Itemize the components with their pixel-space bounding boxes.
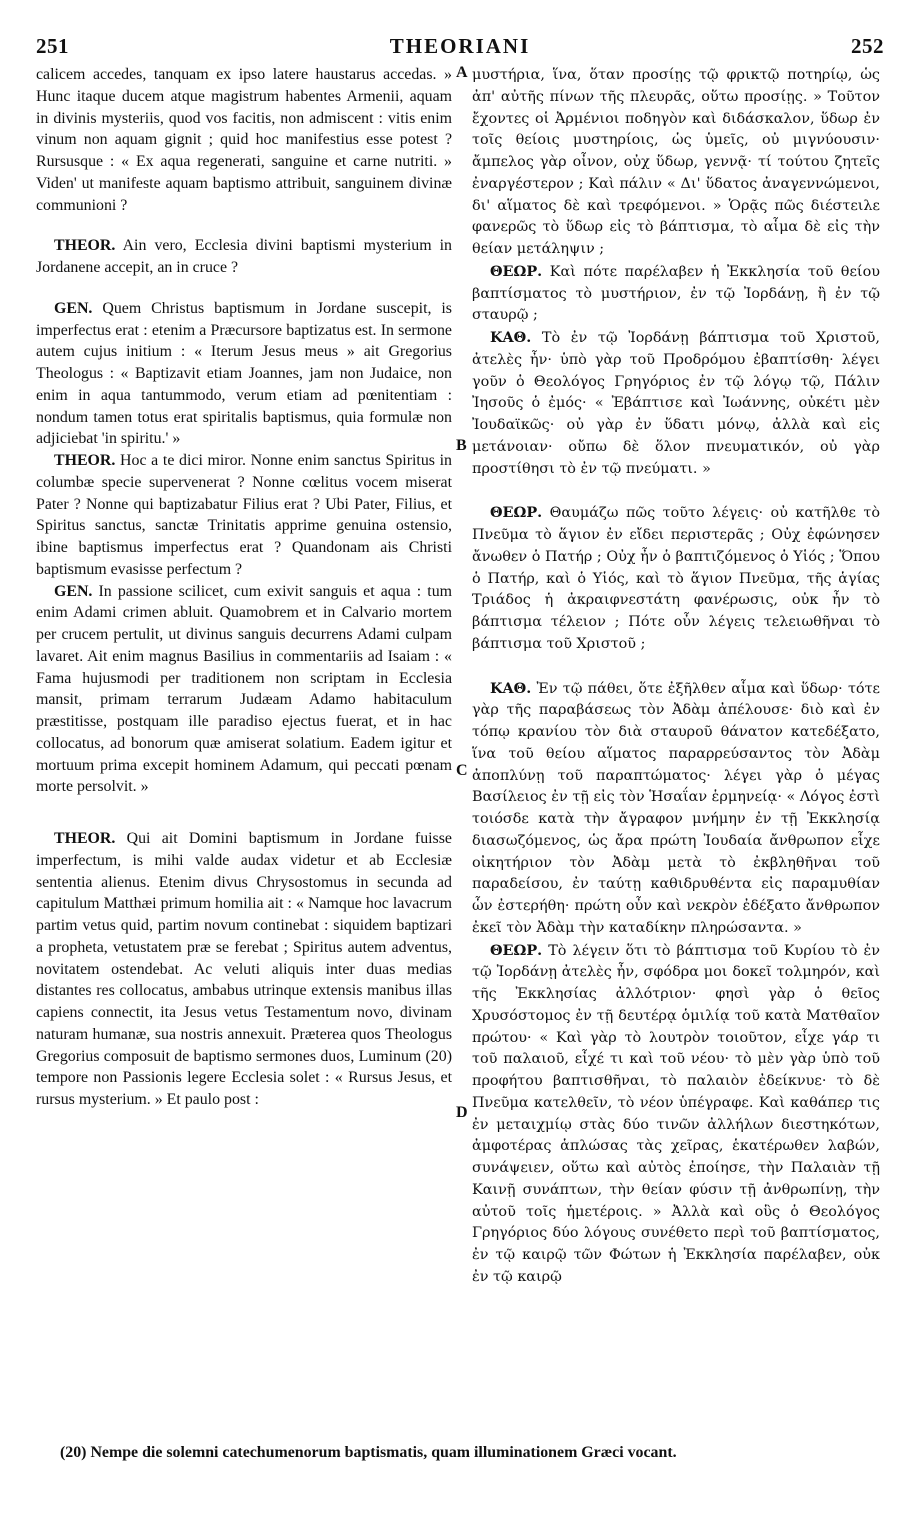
latin-paragraph [36, 581, 452, 799]
latin-paragraph [36, 235, 452, 279]
latin-paragraph [36, 298, 452, 450]
margin-marker-b: B [456, 437, 467, 454]
greek-paragraph [472, 940, 880, 1289]
footnote: (20) Nempe die solemni catechumenorum baptismatis, quam illuminationem Græci vocant. [60, 1444, 677, 1461]
speaker-label: GEN. [54, 582, 93, 600]
greek-paragraph [472, 261, 880, 327]
latin-paragraph [36, 64, 452, 216]
latin-paragraph [36, 828, 452, 1111]
paragraph-text: Ἐν τῷ πάθει, ὅτε ἐξῆλθεν αἷμα καὶ ὕδωρ· τότε γὰρ τῆς παραβάσεως τὸν Ἀδὰμ ἀπέλουσε· διὸ καὶ ἐν τόπῳ κρανίου τὸν διὰ σταυροῦ θάνατον κατεδέξατο, ἵνα τοῦ θείου αἵματος παραρρεύσαντος τὸν Ἀδὰμ ἀποπλύνῃ τοῦ παραπτώματος· λέγει γὰρ ὁ μέγας Βασίλειος ἐν τῇ εἰς τὸν Ἡσαΐαν ἑρμηνείᾳ· « Λόγος ἐστὶ τοιόσδε κατὰ τὴν ἄγραφον μνήμην ἐν τῇ Ἐκκλησίᾳ διασωζόμενος, ὡς ἄρα πρώτη Ἰουδαία ἄνθρωπον εἶχε οἰκητήριον τὸν Ἀδὰμ μετὰ τὸ ἐκβληθῆναι τοῦ παραδείσου, ἐν ταύτῃ καθιδρυθέντα εἰς παραμυθίαν ὧν ἐστερήθη· πρώτη οὖν καὶ νεκρὸν ἐδέξατο ἄνθρωπον ἐκεῖ τὸν Ἀδὰμ τὴν καταδίκην πληρώσαντα. » [472, 680, 880, 936]
paragraph-text: Τὸ ἐν τῷ Ἰορδάνῃ βάπτισμα τοῦ Χριστοῦ, ἀτελὲς ἦν· ὑπὸ γὰρ τοῦ Προδρόμου ἐβαπτίσθη· λέγει γοῦν ὁ Θεολόγος Γρηγόριος ἐν τῷ λόγῳ τῷ, Πάλιν Ἰησοῦς ὁ ἐμός· « Ἐβάπτισε καὶ Ἰωάννης, οὐκέτι μὲν Ἰουδαϊκῶς· οὐ γὰρ ἐν ὕδατι μόνῳ, ἀλλὰ καὶ εἰς μετάνοιαν· οὔπω δὲ ὅλον πνευματικόν, οὐ γὰρ προστίθησι τὸ ἐν τῷ πνεύματι. » [472, 330, 880, 477]
paragraph-text: Qui ait Domini baptismum in Jordane fuisse imperfectum, is mihi valde audax videtur et ab Ecclesiæ sententia alienus. Etenim divus Chrysostomus in secunda ad capitulum Matthæi primum homilia ait : « Namque hoc lavacrum partim vetus quid, partim novum continebat : siquidem baptizari a propheta, vetustatem præ se ferebat ; Spiritus autem adventus, novitatem ostendebat. Ac veluti aliquis inter duas medias distantes res collocatus, ambabus utrinque extensis manibus illas capiens connectit, ita Jesus vetus Testamentum novo, divinam naturam humanæ, sua nostris annexuit. Præterea quos Theologus Gregorius composuit de baptismo sermones duos, Luminum (20) tempore non Passionis legere Ecclesia solet : « Rursus Jesus, et rursus mysterium. » Et paulo post : [36, 830, 452, 1108]
speaker-label: ΘΕΩΡ. [490, 941, 543, 959]
paragraph-text: μυστήρια, ἵνα, ὅταν προσίῃς τῷ φρικτῷ ποτηρίῳ, ὡς ἀπ' αὐτῆς πίνων τῆς πλευρᾶς, οὕτω προσίῃς. » Τοῦτον ἔχοντες οἱ Ἀρμένιοι ποδηγὸν καὶ διδάσκαλον, ὕδωρ ἐν τοῖς θείοις μυστηρίοις, ὡς ὑμεῖς, οὐ μιγνύουσιν· ἄμπελος γὰρ οἶνον, οὐχ ὕδωρ, γεννᾷ· τί τούτου ζητεῖς ἐναργέστερον ; Καὶ πάλιν « Δι' ὕδατος ἀναγεννώμενοι, δι' αἵματος δὲ καὶ τρεφόμενοι. » Ὁρᾷς πῶς διέστειλε φανερῶς τὸ ὕδωρ εἰς τὸ βάπτισμα, τὸ αἷμα δὲ εἰς τὴν θείαν μετάληψιν ; [472, 67, 880, 257]
paragraph-text: In passione scilicet, cum exivit sanguis et aqua : tum enim Adami crimen abluit. Quamobrem et in Calvario mortem per crucem pertulit, ut divinus sanguis decurrens Adami culpam lavaret. Ait enim magnus Basilius in commentariis ad Isaiam : « Fama hujusmodi per traditionem non scriptam in Ecclesia mansit, primam terrarum Judæam Adamo habitaculum præstitisse, postquam ille paradiso ejectus fuerat, et in hac collocatus, ad bonorum quæ amiserat solatium. Eadem igitur et mortuum prima excepit hominem Adamum, qui peccati pœnam morte persolvit. » [36, 582, 452, 796]
margin-marker-a: A [456, 64, 468, 81]
speaker-label: THEOR. [54, 237, 116, 255]
greek-paragraph [472, 64, 880, 261]
paragraph-text: Ain vero, Ecclesia divini baptismi mysterium in Jordanene accepit, an in cruce ? [36, 237, 452, 276]
page-header [36, 34, 884, 62]
greek-paragraph [472, 678, 880, 940]
paragraph-text: Quem Christus baptismum in Jordane suscepit, is imperfectus erat : etenim a Præcursore baptizatus est. In sermone autem cujus initium : « Iterum Jesus meus » ait Gregorius Theologus : « Baptizavit etiam Joannes, jam non Judaice, non enim in aqua tantummodo, verum etiam ad pœnitentiam : nondum tamen totus erat spiritalis baptismus, quia formulæ non adjiciebat 'in spiritu.' » [36, 299, 452, 448]
margin-marker-c: C [456, 762, 468, 779]
greek-paragraph [472, 327, 880, 480]
greek-column [472, 64, 880, 1439]
page-number-left: 251 [36, 34, 69, 58]
latin-paragraph [36, 450, 452, 581]
paragraph-text: Καὶ πότε παρέλαβεν ἡ Ἐκκλησία τοῦ θείου βαπτίσματος τὸ μυστήριον, ἐν τῷ Ἰορδάνῃ, ἢ ἐν τῷ σταυρῷ ; [472, 263, 880, 324]
greek-paragraph [472, 502, 880, 655]
running-title: THEORIANI [389, 34, 531, 58]
speaker-label: ΚΑΘ. [490, 329, 532, 346]
paragraph-text: Τὸ λέγειν ὅτι τὸ βάπτισμα τοῦ Κυρίου τὸ ἐν τῷ Ἰορδάνῃ ἀτελὲς ἦν, σφόδρα μοι δοκεῖ τολμηρόν, καὶ τῆς Ἐκκλησίας ἀλλότριον· φησὶ γὰρ ὁ θεῖος Χρυσόστομος ἐν τῇ δευτέρᾳ ὁμιλίᾳ τοῦ κατὰ Ματθαῖον πρώτου· « Καὶ γὰρ τὸ λουτρὸν τοιοῦτον, εἶχε γάρ τι τοῦ παλαιοῦ, εἶχέ τι καὶ τοῦ νέου· τὸ μὲν γὰρ ὑπὸ τοῦ προφήτου βαπτισθῆναι, τὸ παλαιὸν ἐδείκνυε· τὸ δὲ Πνεῦμα κατελθεῖν, τὸ νέον ὑπέγραφε. Καὶ καθάπερ τις ἐν μεταιχμίῳ στὰς δύο τινῶν ἀλλήλων διεστηκότων, ἀμφοτέρας ἁπλώσας τὰς χεῖρας, ἑκατέρωθεν λαβών, συνάψειεν, οὕτω καὶ αὐτὸς ἐποίησε, τὴν Παλαιὰν τῇ Καινῇ συνάπτων, τὴν θείαν φύσιν τῇ ἀνθρωπίνῃ, τὴν αὐτοῦ τοῖς ἡμετέροις. » Ἀλλὰ καὶ οὓς ὁ Θεολόγος Γρηγόριος δύο λόγους συνέθετο περὶ τοῦ βαπτίσματος, ἐν τῷ καιρῷ τῶν Φώτων ἡ Ἐκκλησία παρέλαβεν, οὐκ ἐν τῷ καιρῷ [472, 942, 880, 1285]
speaker-label: ΘΕΩΡ. [490, 262, 543, 280]
speaker-label: ΘΕΩΡ. [490, 504, 543, 522]
latin-column [36, 64, 452, 1439]
page-number-right: 252 [851, 34, 884, 58]
paragraph-text: calicem accedes, tanquam ex ipso latere haustarus accedas. » Hunc itaque ducem atque magistrum habentes Armenii, aquam in divinis mysteriis, quod vos facitis, non admiscent : vitis enim vinum non aquam gignit ; quid hoc manifestius esse potest ? Rursusque : « Ex aqua regenerati, sanguine et carne nutriti. » Viden' ut manifeste aquam baptismo attribuit, sanguinem divinæ communioni ? [36, 66, 452, 214]
margin-marker-d: D [456, 1104, 468, 1121]
speaker-label: ΚΑΘ. [490, 679, 532, 697]
speaker-label: THEOR. [54, 452, 116, 469]
paragraph-text: Hoc a te dici miror. Nonne enim sanctus Spiritus in columbæ specie supervenerat ? Nonne cœlitus vocem miserat Pater ? Nonne qui baptizabatur Filius erat ? Ubi Pater, Filius, et Spiritus sanctus, sanctæ Trinitatis apprime genuina ostensio, ibine baptismus imperfectus erat ? Quandonam ais Christi baptismum evasisse perfectum ? [36, 452, 452, 578]
speaker-label: GEN. [54, 299, 93, 317]
speaker-label: THEOR. [54, 830, 116, 847]
paragraph-text: Θαυμάζω πῶς τοῦτο λέγεις· οὐ κατῆλθε τὸ Πνεῦμα τὸ ἅγιον ἐν εἴδει περιστερᾶς ; Οὐχ ἐφώνησεν ἄνωθεν ὁ Πατήρ ; Οὐχ ἦν ὁ βαπτιζόμενος ὁ Υἱός ; Ὅπου ὁ Πατήρ, καὶ ὁ Υἱός, καὶ τὸ ἅγιον Πνεῦμα, τῆς ἁγίας Τριάδος ἡ ἀκραιφνεστάτη φανέρωσις, οὐκ ἦν τὸ βάπτισμα τέλειον ; Πότε οὖν λέγεις τελειωθῆναι τὸ βάπτισμα τοῦ Χριστοῦ ; [472, 505, 880, 652]
